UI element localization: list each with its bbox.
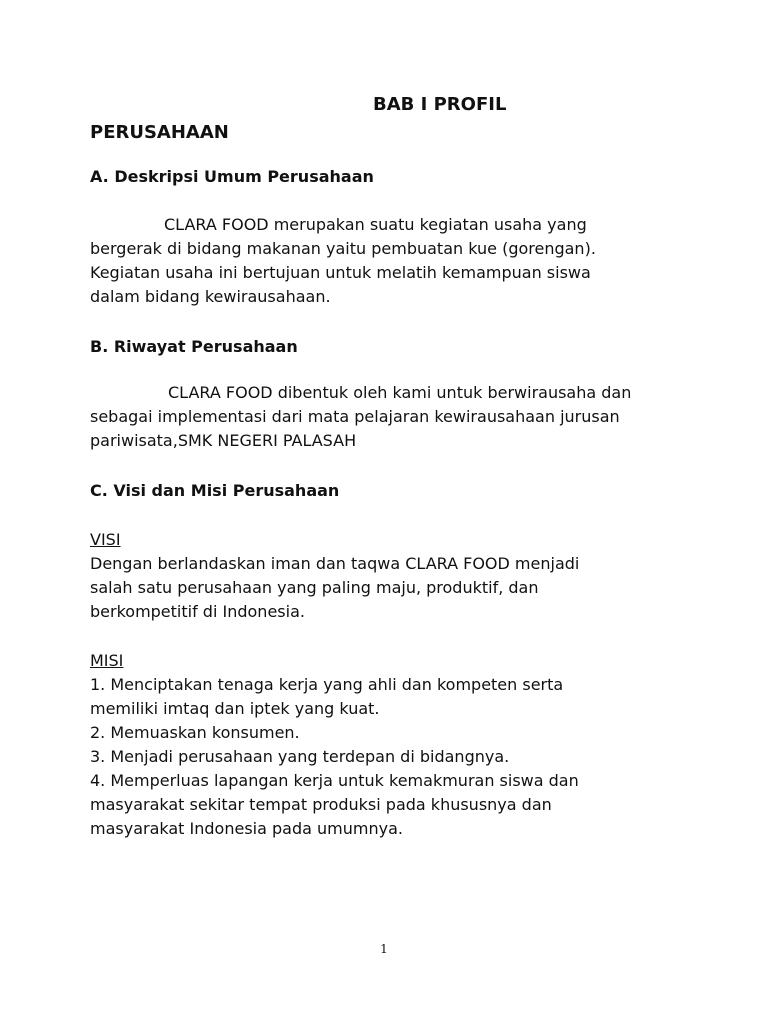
visi-line: Dengan berlandaskan iman dan taqwa CLARA FOOD menjadi (90, 554, 580, 573)
section-a-paragraph-line: CLARA FOOD merupakan suatu kegiatan usaha yang (164, 215, 587, 234)
section-a-paragraph-line: dalam bidang kewirausahaan. (90, 287, 331, 306)
section-a-paragraph-line: bergerak di bidang makanan yaitu pembuatan kue (gorengan). (90, 239, 596, 258)
misi-label: MISI (90, 651, 124, 670)
section-b-heading: B. Riwayat Perusahaan (90, 337, 298, 356)
visi-line: berkompetitif di Indonesia. (90, 602, 305, 621)
section-b-paragraph-line: pariwisata,SMK NEGERI PALASAH (90, 431, 357, 450)
page-number: 1 (380, 942, 388, 956)
misi-line: 3. Menjadi perusahaan yang terdepan di bidangnya. (90, 747, 510, 766)
section-c-heading: C. Visi dan Misi Perusahaan (90, 481, 340, 500)
visi-line: salah satu perusahaan yang paling maju, produktif, dan (90, 578, 539, 597)
misi-line: 4. Memperluas lapangan kerja untuk kemakmuran siswa dan (90, 771, 579, 790)
misi-line: 2. Memuaskan konsumen. (90, 723, 300, 742)
section-b-paragraph-line: sebagai implementasi dari mata pelajaran kewirausahaan jurusan (90, 407, 620, 426)
title-line-2: PERUSAHAAN (90, 122, 229, 143)
misi-line: memiliki imtaq dan iptek yang kuat. (90, 699, 380, 718)
misi-line: masyarakat Indonesia pada umumnya. (90, 819, 403, 838)
misi-line: 1. Menciptakan tenaga kerja yang ahli dan kompeten serta (90, 675, 564, 694)
visi-label: VISI (90, 530, 121, 549)
section-a-heading: A. Deskripsi Umum Perusahaan (90, 167, 374, 186)
section-b-paragraph-line: CLARA FOOD dibentuk oleh kami untuk berwirausaha dan (168, 383, 632, 402)
title-line-1: BAB I PROFIL (373, 94, 507, 115)
misi-line: masyarakat sekitar tempat produksi pada khususnya dan (90, 795, 552, 814)
section-a-paragraph-line: Kegiatan usaha ini bertujuan untuk melatih kemampuan siswa (90, 263, 591, 282)
